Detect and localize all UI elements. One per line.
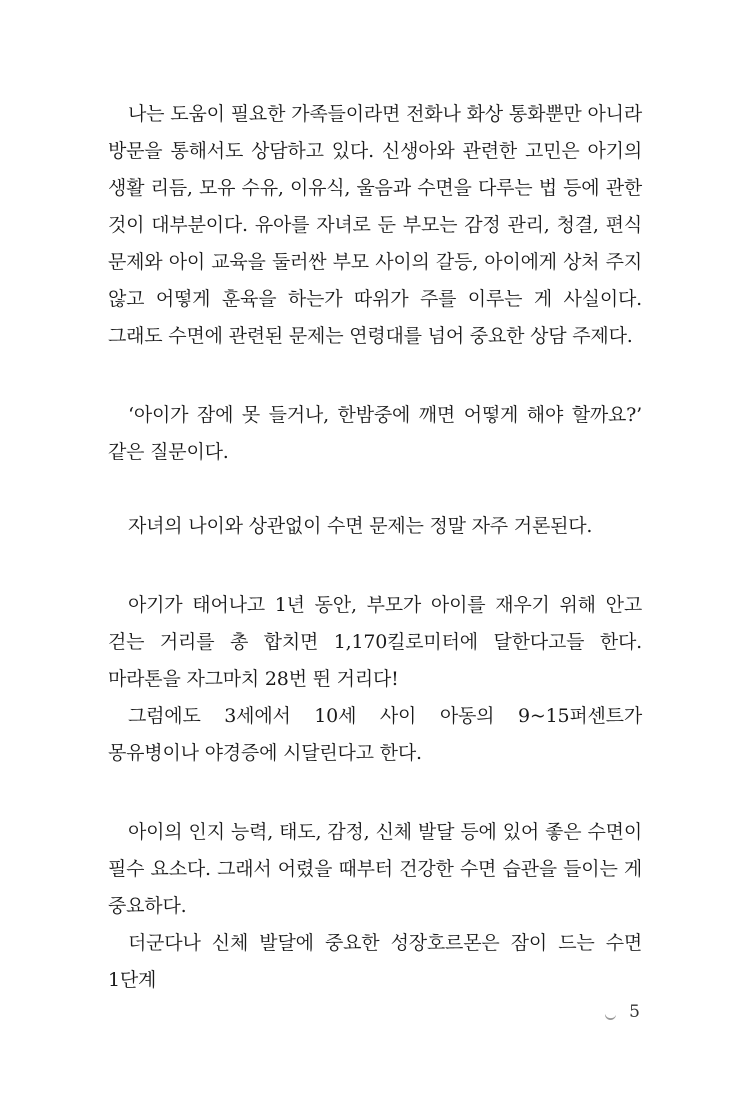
crescent-moon-icon [603,1005,617,1019]
paragraph-7: 더군다나 신체 발달에 중요한 성장호르몬은 잠이 드는 수면 1단계 [108,932,642,991]
paragraph-6: 아이의 인지 능력, 태도, 감정, 신체 발달 등에 있어 좋은 수면이 필수 요소다. 그래서 어렸을 때부터 건강한 수면 습관을 들이는 게 중요하다. [108,821,642,917]
paragraph-2: ‘아이가 잠에 못 들거나, 한밤중에 깨면 어떻게 해야 할까요?’ 같은 질문이다. [108,404,642,463]
page-body [108,96,642,999]
paragraph-5: 그럼에도 3세에서 10세 사이 아동의 9~15퍼센트가 몽유병이나 야경증에 시달린다고 한다. [108,705,642,764]
paragraph-1: 나는 도움이 필요한 가족들이라면 전화나 화상 통화뿐만 아니라 방문을 통해서도 상담하고 있다. 신생아와 관련한 고민은 아기의 생활 리듬, 모유 수유, 이유식, 울음과 수면을 다루는 법 등에 관한 것이 대부분이다. 유아를 자녀로 둔 부모는 감정 관리, 청결, 편식 문제와 아이 교육을 둘러싼 부모 사이의 갈등, 아이에게 상처 주지 않고 어떻게 훈육을 하는가 따위가 주를 이루는 게 사실이다. 그래도 수면에 관련된 문제는 연령대를 넘어 중요한 상담 주제다. [108,103,642,347]
paragraph-4: 아기가 태어나고 1년 동안, 부모가 아이를 재우기 위해 안고 걷는 거리를 총 합치면 1,170킬로미터에 달한다고들 한다. 마라톤을 자그마치 28번 뛴 거리다! [108,594,642,690]
paragraph-3: 자녀의 나이와 상관없이 수면 문제는 정말 자주 거론된다. [128,515,593,537]
page-footer [603,1002,640,1022]
page-number: 5 [629,1002,640,1022]
